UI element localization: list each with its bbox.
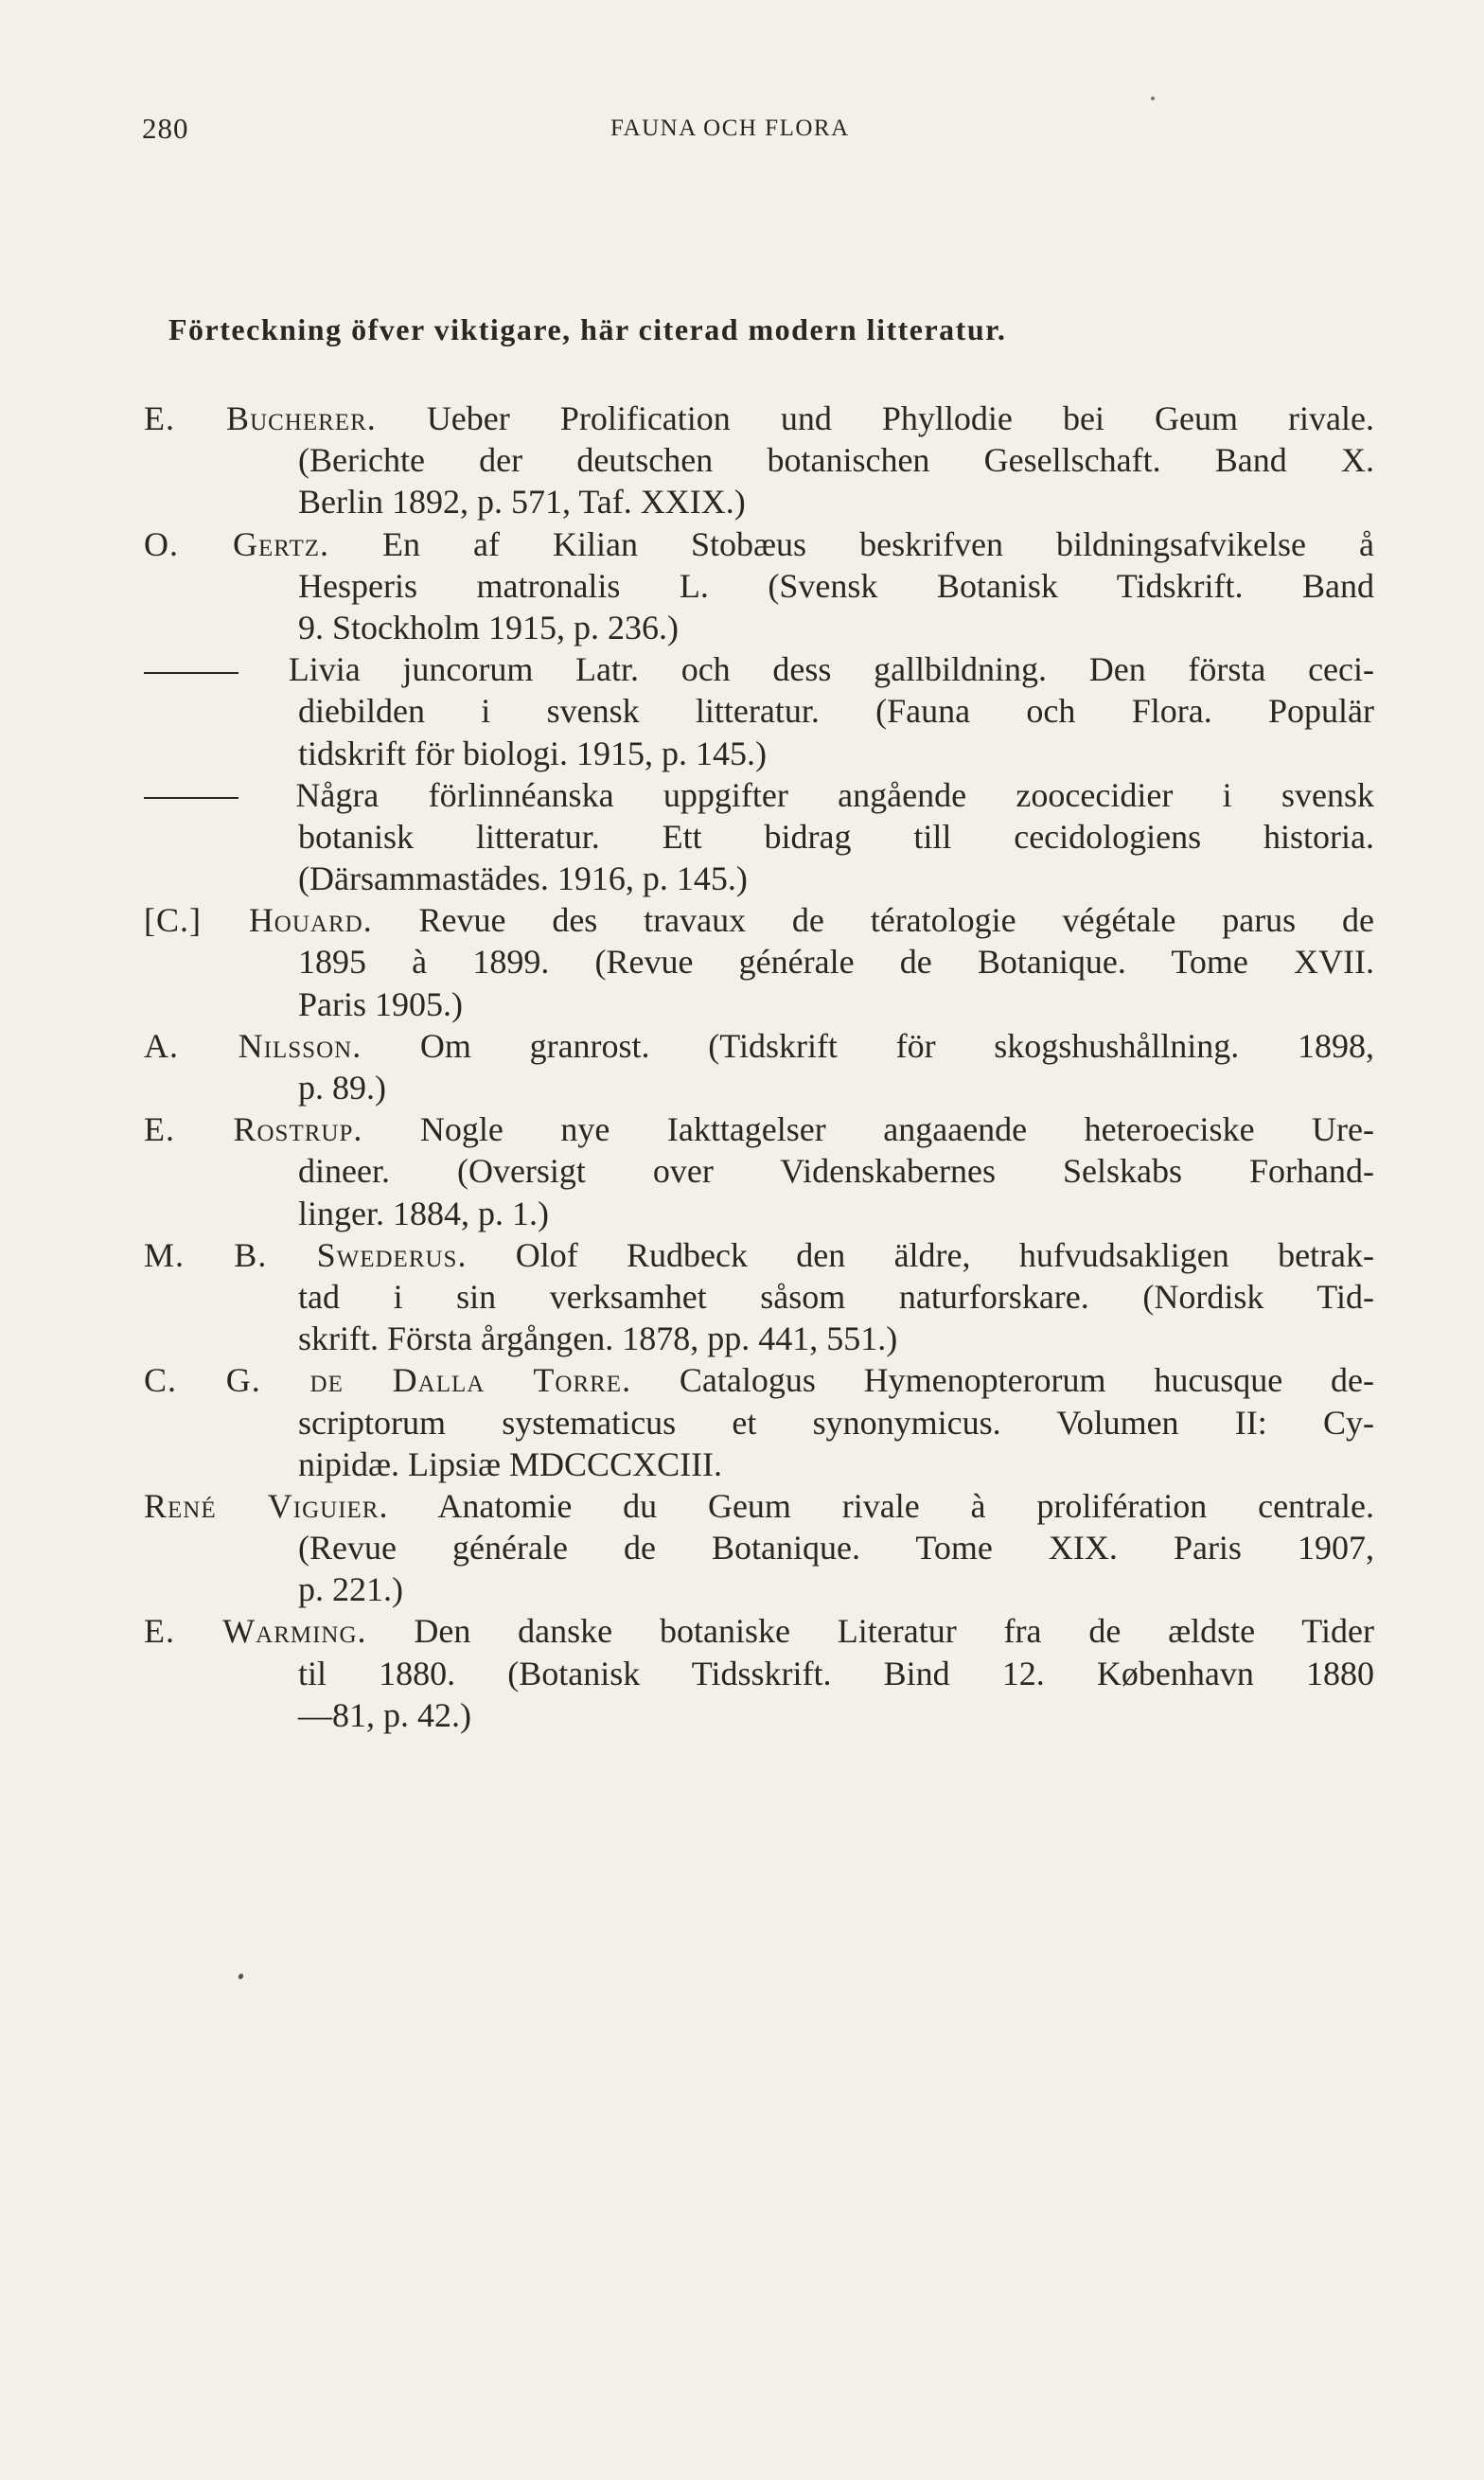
reference-text: Om granrost. (Tidskrift för skogshushållning. 1898,	[419, 1026, 1374, 1065]
reference-author: E. Warming.	[144, 1612, 367, 1651]
reference-line	[144, 1485, 1374, 1527]
page-header	[0, 112, 1484, 150]
reference-line	[144, 899, 1374, 941]
reference-line	[144, 1359, 1374, 1401]
reference-line	[144, 398, 1374, 439]
reference-line	[144, 648, 1374, 690]
reference-line: botanisk litteratur. Ett bidrag till cecidologiens historia.	[298, 817, 1374, 856]
section-heading: Förteckning öfver viktigare, här citerad modern litteratur.	[168, 312, 1007, 346]
reference-line: Paris 1905.)	[298, 984, 463, 1023]
reference-line: til 1880. (Botanisk Tidsskrift. Bind 12. København 1880	[298, 1654, 1374, 1692]
reference-author: C. G. de Dalla Torre.	[144, 1361, 632, 1400]
reference-line: (Därsammastädes. 1916, p. 145.)	[298, 859, 748, 898]
reference-line: scriptorum systematicus et synonymicus. Volumen II: Cy-	[298, 1403, 1374, 1442]
reference-line: diebilden i svensk litteratur. (Fauna och Flora. Populär	[298, 692, 1374, 731]
reference-list	[144, 398, 1374, 1736]
reference-line	[144, 1610, 1374, 1652]
reference-line: tidskrift för biologi. 1915, p. 145.)	[298, 734, 767, 772]
reference-text: Den danske botaniske Literatur fra de ældste Tider	[414, 1612, 1374, 1651]
reference-line: 9. Stockholm 1915, p. 236.)	[298, 608, 679, 647]
reference-author: E. Bucherer.	[144, 399, 377, 437]
reference-line: Hesperis matronalis L. (Svensk Botanisk Tidskrift. Band	[298, 566, 1374, 605]
reference-line: Berlin 1892, p. 571, Taf. XXIX.)	[298, 483, 746, 522]
reference-line: —81, p. 42.)	[298, 1695, 471, 1734]
reference-line: skrift. Första årgången. 1878, pp. 441, 551.)	[298, 1320, 898, 1358]
reference-line: linger. 1884, p. 1.)	[298, 1194, 549, 1232]
ditto-dash	[144, 774, 246, 816]
reference-line: tad i sin verksamhet såsom naturforskare. (Nordisk Tid-	[298, 1277, 1374, 1316]
reference-author: O. Gertz.	[144, 524, 329, 563]
reference-line	[144, 1025, 1374, 1067]
reference-text: Anatomie du Geum rivale à prolifération centrale.	[437, 1486, 1375, 1525]
reference-line	[144, 774, 1374, 816]
reference-line	[144, 1234, 1374, 1276]
reference-author: A. Nilsson.	[144, 1026, 362, 1065]
ditto-dash	[144, 648, 246, 690]
reference-line: (Berichte der deutschen botanischen Gesellschaft. Band X.	[298, 441, 1374, 480]
reference-line	[144, 1108, 1374, 1150]
reference-text: Catalogus Hymenopterorum hucusque de-	[679, 1361, 1375, 1400]
reference-line: p. 89.)	[298, 1069, 386, 1107]
page-number: 280	[142, 112, 189, 145]
reference-line: p. 221.)	[298, 1570, 403, 1609]
reference-text: Några förlinnéanska uppgifter angående zoocecidier i svensk	[295, 775, 1374, 814]
reference-text: Ueber Prolification und Phyllodie bei Geum rivale.	[426, 399, 1374, 437]
reference-line: 1895 à 1899. (Revue générale de Botanique. Tome XVII.	[298, 943, 1374, 982]
reference-line	[144, 523, 1374, 565]
reference-text: Olof Rudbeck den äldre, hufvudsakligen betrak-	[515, 1235, 1375, 1274]
print-speck	[1151, 97, 1155, 100]
reference-author: René Viguier.	[144, 1486, 389, 1525]
reference-text: Nogle nye Iakttagelser angaaende heteroeciske Ure-	[419, 1110, 1375, 1149]
reference-text: Revue des travaux de tératologie végétale parus de	[418, 901, 1374, 940]
reference-line: (Revue générale de Botanique. Tome XIX. Paris 1907,	[298, 1529, 1374, 1568]
reference-author: [C.] Houard.	[144, 901, 373, 940]
reference-line: dineer. (Oversigt over Videnskabernes Selskabs Forhand-	[298, 1152, 1374, 1191]
reference-text: Livia juncorum Latr. och dess gallbildning. Den första ceci-	[288, 650, 1375, 689]
print-speck	[238, 1973, 244, 1980]
reference-author: M. B. Swederus.	[144, 1235, 468, 1274]
reference-line: nipidæ. Lipsiæ MDCCCXCIII.	[298, 1444, 723, 1483]
reference-text: En af Kilian Stobæus beskrifven bildningsafvikelse å	[382, 524, 1374, 563]
reference-author: E. Rostrup.	[144, 1110, 363, 1149]
running-title: FAUNA OCH FLORA	[610, 115, 850, 141]
